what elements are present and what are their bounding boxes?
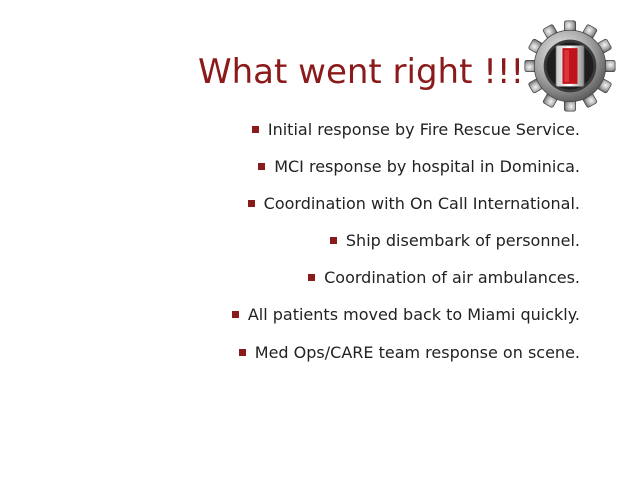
square-bullet-icon (232, 311, 239, 318)
list-item (232, 191, 580, 215)
square-bullet-icon (330, 237, 337, 244)
square-bullet-icon (308, 274, 315, 281)
square-bullet-icon (258, 163, 265, 170)
list-item (232, 229, 580, 253)
list-item (232, 303, 580, 327)
gear-logo-icon (523, 19, 617, 113)
bullet-text: Initial response by Fire Rescue Service. (267, 119, 580, 139)
square-bullet-icon (248, 200, 255, 207)
bullet-text: MCI response by hospital in Dominica. (274, 156, 580, 176)
bullet-list (232, 117, 580, 377)
bullet-text: Coordination of air ambulances. (324, 268, 580, 288)
bullet-text: Med Ops/CARE team response on scene. (254, 342, 580, 362)
bullet-text: Coordination with On Call International. (263, 193, 580, 213)
slide-title: What went right !!! (198, 52, 525, 92)
bullet-text: Ship disembark of personnel. (345, 231, 580, 251)
list-item (232, 340, 580, 364)
square-bullet-icon (252, 126, 259, 133)
list-item (232, 154, 580, 178)
square-bullet-icon (239, 349, 246, 356)
list-item (232, 266, 580, 290)
list-item (232, 117, 580, 141)
bullet-text: All patients moved back to Miami quickly. (247, 305, 580, 325)
